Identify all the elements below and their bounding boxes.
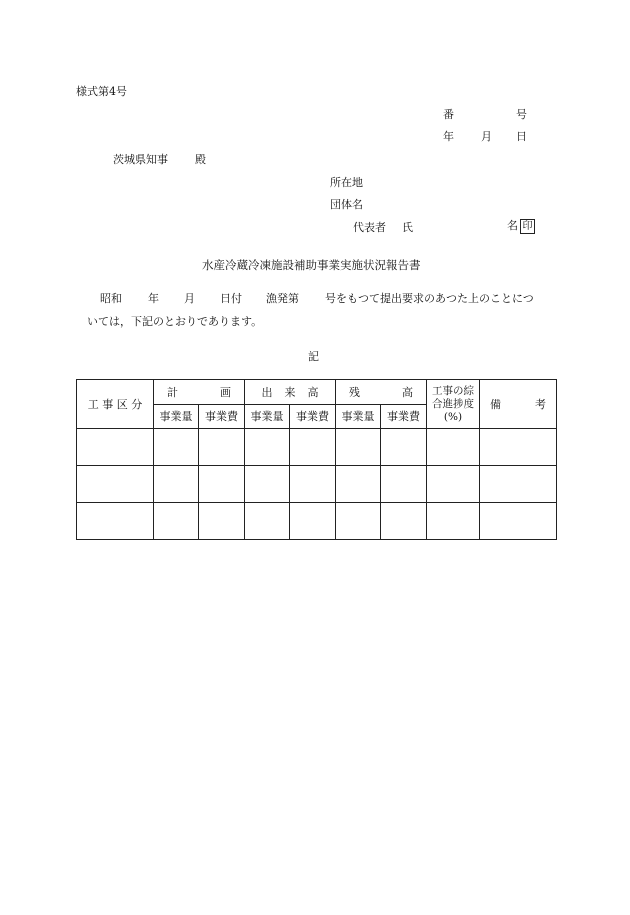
table-cell <box>427 466 480 503</box>
body-dated: 日付 <box>220 292 242 305</box>
subheader-plan-cost: 事業費 <box>199 405 245 429</box>
report-table <box>76 379 557 540</box>
table-row <box>77 466 557 503</box>
table-cell <box>336 429 381 466</box>
body-era: 昭和 <box>100 292 122 305</box>
date-label-year: 年 <box>443 130 454 143</box>
number-label-ban: 番 <box>443 108 454 121</box>
table-cell <box>336 466 381 503</box>
ki-heading: 記 <box>308 350 319 363</box>
document-title: 水産冷蔵冷凍施設補助事業実施状況報告書 <box>202 258 421 272</box>
date-label-day: 日 <box>516 130 527 143</box>
sender-name-seal <box>507 219 535 234</box>
table-row <box>77 503 557 540</box>
header-remaining: 残 高 <box>336 380 427 405</box>
table-cell <box>290 503 336 540</box>
subheader-achieved-volume: 事業量 <box>245 405 290 429</box>
table-cell <box>154 466 199 503</box>
table-header-row <box>77 380 557 405</box>
table-cell <box>427 429 480 466</box>
subheader-remaining-volume: 事業量 <box>336 405 381 429</box>
table-cell <box>480 503 557 540</box>
table-cell <box>290 429 336 466</box>
body-month: 月 <box>184 292 195 305</box>
addressee-honorific: 殿 <box>195 153 206 166</box>
table-cell <box>480 466 557 503</box>
header-achieved: 出 来 高 <box>245 380 336 405</box>
sender-rep-label: 代表者 <box>353 221 386 234</box>
table-cell <box>154 429 199 466</box>
table-cell <box>427 503 480 540</box>
table-cell <box>154 503 199 540</box>
table-cell <box>245 503 290 540</box>
header-remarks: 備 考 <box>480 380 557 429</box>
table-cell <box>381 466 427 503</box>
sender-org-label: 団体名 <box>330 198 363 211</box>
addressee-name: 茨城県知事 <box>113 153 168 166</box>
body-text-rest: 号をもつて提出要求のあつた上のことにつ <box>325 292 534 305</box>
table-cell <box>245 466 290 503</box>
number-label-go: 号 <box>516 108 527 121</box>
subheader-achieved-cost: 事業費 <box>290 405 336 429</box>
table-cell <box>77 503 154 540</box>
table-cell <box>77 429 154 466</box>
body-year: 年 <box>148 292 159 305</box>
sender-address-label: 所在地 <box>330 176 363 189</box>
body-text-line2: いては，下記のとおりであります。 <box>87 315 263 328</box>
table-cell <box>381 503 427 540</box>
table-cell <box>199 429 245 466</box>
header-progress-rate: 工事の綜 合進捗度 (%) <box>427 380 480 429</box>
header-construction-category: 工 事 区 分 <box>77 380 154 429</box>
table-cell <box>245 429 290 466</box>
table-cell <box>480 429 557 466</box>
form-number: 様式第4号 <box>76 85 127 98</box>
table-cell <box>199 503 245 540</box>
table-cell <box>290 466 336 503</box>
table-cell <box>77 466 154 503</box>
sender-shi: 氏 <box>402 221 413 234</box>
subheader-plan-volume: 事業量 <box>154 405 199 429</box>
header-plan: 計 画 <box>154 380 245 405</box>
subheader-remaining-cost: 事業費 <box>381 405 427 429</box>
table-row <box>77 429 557 466</box>
seal-mark: 印 <box>520 219 535 234</box>
date-label-month: 月 <box>481 130 492 143</box>
table-cell <box>381 429 427 466</box>
sender-mei: 名 <box>507 219 518 232</box>
table-cell <box>336 503 381 540</box>
body-gyohatsu: 漁発第 <box>266 292 299 305</box>
table-cell <box>199 466 245 503</box>
